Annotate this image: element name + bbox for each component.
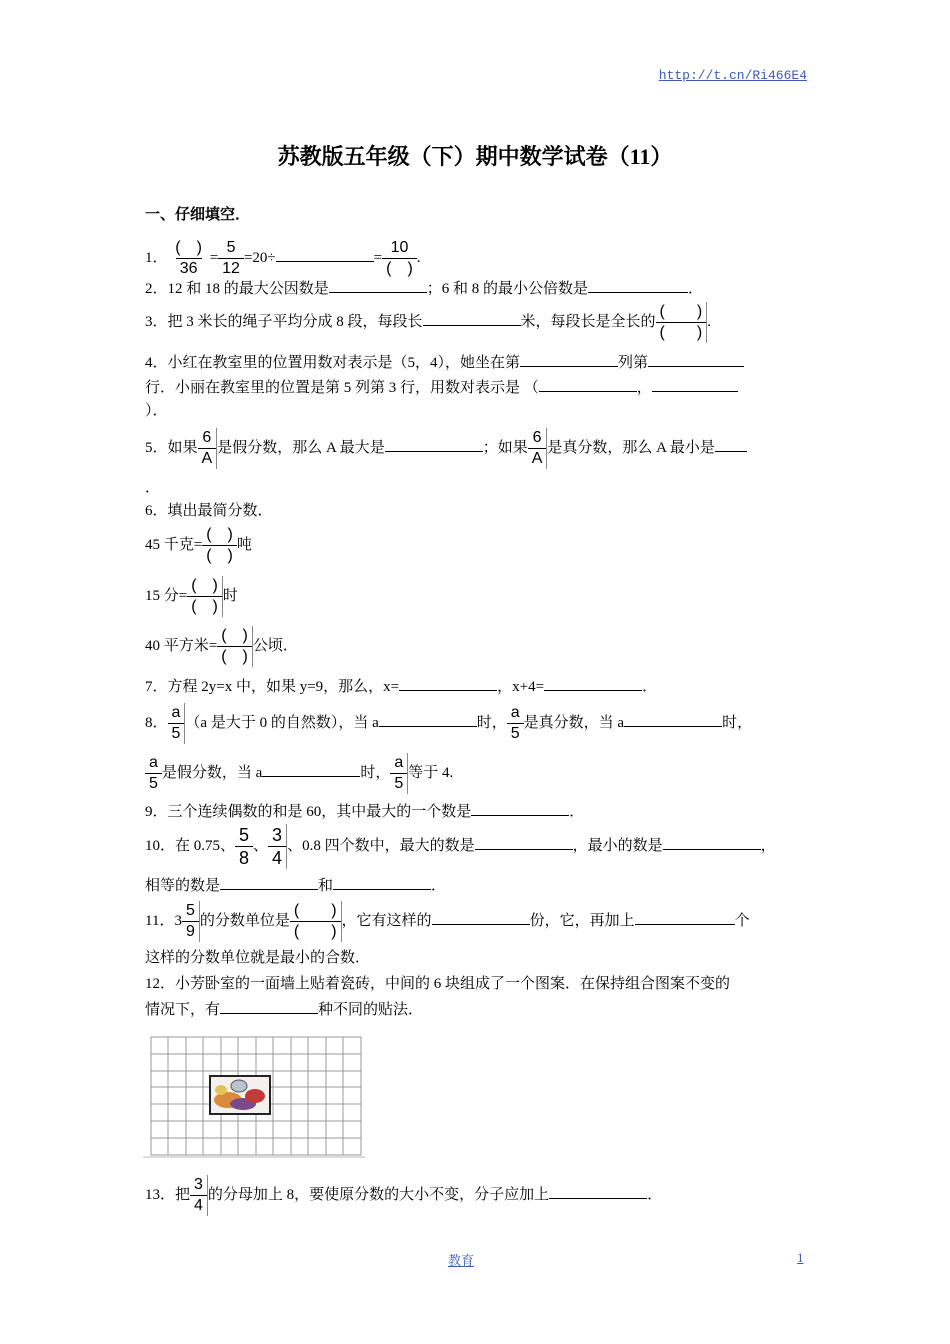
answer-blank[interactable] [220,997,318,1014]
question-4-line-3: ）． [145,403,168,419]
answer-blank[interactable] [648,350,744,367]
fraction: $\frac{( )}{( )}$ [656,302,708,343]
question-12-line-1: 12．小芳卧室的一面墙上贴着瓷砖，中间的 6 块组成了一个图案．在保持组合图案不变的 [145,976,731,992]
header-link[interactable]: http://t.cn/Ri466E4 [658,68,807,83]
question-2: 2．12 和 18 的最大公因数是 ；6 和 8 的最小公倍数是 ． [145,276,703,300]
question-7: 7．方程 2y=x 中，如果 y=9，那么，x= ，x+4= ． [145,674,657,698]
answer-blank[interactable] [471,799,569,816]
answer-blank[interactable] [333,873,431,890]
fraction: $\frac{( )}{36}$ [175,239,202,277]
fraction: $\frac{a}{5}$ [390,753,408,794]
question-5-end: ． [145,480,161,496]
fraction: $\frac{3}{4}$ [268,824,287,869]
answer-blank[interactable] [423,309,521,326]
question-8-line-1: 8． $\frac{a}{5}$ （a 是大于 0 的自然数），当 a 时， $\frac{a}{5}$ 是真分数，当 a 时， [145,704,753,743]
tile-grid-figure [143,1034,365,1158]
answer-blank[interactable] [652,375,738,392]
answer-blank[interactable] [432,908,530,925]
question-1: 1． $\frac{( )}{36}$ = $\frac{5}{12}$ =20÷ = $\frac{10}{( )}$ . [145,239,421,277]
answer-blank[interactable] [385,435,483,452]
answer-blank[interactable] [539,375,637,392]
question-13: 13．把 $\frac{3}{4}$ 的分母加上 8，要使原分数的大小不变，分子应加上 ． [145,1176,663,1215]
question-3: 3．把 3 米长的绳子平均分成 8 段，每段长 米，每段长是全长的 $\frac{( )}{( )}$ . [145,303,711,342]
answer-blank[interactable] [588,276,688,293]
question-8-line-2: $\frac{a}{5}$ 是假分数，当 a 时， $\frac{a}{5}$ 等于 4. [145,750,453,796]
answer-blank[interactable] [329,276,427,293]
question-10-line-1: 10．在 0.75、 $\frac{5}{8}$ 、 $\frac{3}{4}$ 、0.8 四个数中，最大的数是 ，最小的数是 ， [145,825,776,869]
fraction: $\frac{5}{9}$ [182,901,200,942]
question-6-row-2: 15 分= $\frac{( )}{( )}$ 时 [145,577,238,616]
answer-blank[interactable] [635,908,735,925]
fraction: $\frac{6}{A}$ [528,428,548,469]
question-4-line-1: 4．小红在教室里的位置用数对表示是（5，4），她坐在第 列第 [145,350,744,374]
question-10-line-2: 相等的数是 和 ． [145,873,446,897]
answer-blank[interactable] [399,674,497,691]
question-11: 11．3 $\frac{5}{9}$ 的分数单位是 $\frac{( )}{( )}$ ，它有这样的 份，它，再加上 个 [145,902,750,941]
fraction: $\frac{5}{12}$ [218,238,244,279]
question-12-line-2: 情况下，有 种不同的贴法． [145,997,423,1021]
fraction: $\frac{( )}{( )}$ [187,576,223,617]
section-heading: 一、仔细填空． [145,207,251,223]
answer-blank[interactable] [663,833,761,850]
page-title: 苏教版五年级（下）期中数学试卷（11） [277,144,673,169]
page-number[interactable]: 1 [797,1250,804,1265]
answer-blank[interactable] [544,674,642,691]
question-9: 9．三个连续偶数的和是 60，其中最大的一个数是 ． [145,799,584,823]
fraction: $\frac{3}{4}$ [190,1175,208,1216]
answer-blank[interactable] [220,873,318,890]
answer-blank[interactable] [549,1182,647,1199]
fraction: $\frac{5}{8}$ [235,824,253,869]
answer-blank[interactable] [379,710,477,727]
tile-pattern [210,1076,270,1114]
answer-blank[interactable] [276,245,374,262]
fraction: $\frac{a}{5}$ [145,753,162,794]
fraction: $\frac{10}{( )}$ [382,238,417,279]
answer-blank[interactable] [475,833,573,850]
question-6-row-1: 45 千克= $\frac{( )}{( )}$ 吨 [145,526,252,565]
fraction: $\frac{6}{A}$ [198,428,218,469]
answer-blank[interactable] [262,760,360,777]
answer-blank[interactable] [715,435,747,452]
fraction: $\frac{a}{5}$ [168,703,186,744]
question-4-line-2: 行．小丽在教室里的位置是第 5 列第 3 行，用数对表示是 （ ， [145,375,738,399]
fraction: $\frac{a}{5}$ [507,703,524,744]
fraction: $\frac{( )}{( )}$ [202,525,237,566]
fraction: $\frac{( )}{( )}$ [217,626,253,667]
tile-grid [143,1034,365,1158]
fraction: $\frac{( )}{( )}$ [290,901,342,942]
question-11-line-2: 这样的分数单位就是最小的合数． [145,950,371,966]
question-6: 6．填出最简分数． [145,503,273,519]
footer-link[interactable]: 教育 [448,1253,475,1268]
question-5: 5．如果 $\frac{6}{A}$ 是假分数，那么 A 最大是 ；如果 $\frac{6}{A}$ 是真分数，那么 A 最小是 [145,424,747,472]
answer-blank[interactable] [520,350,618,367]
question-6-row-3: 40 平方米= $\frac{( )}{( )}$ 公顷． [145,627,298,666]
answer-blank[interactable] [624,710,722,727]
